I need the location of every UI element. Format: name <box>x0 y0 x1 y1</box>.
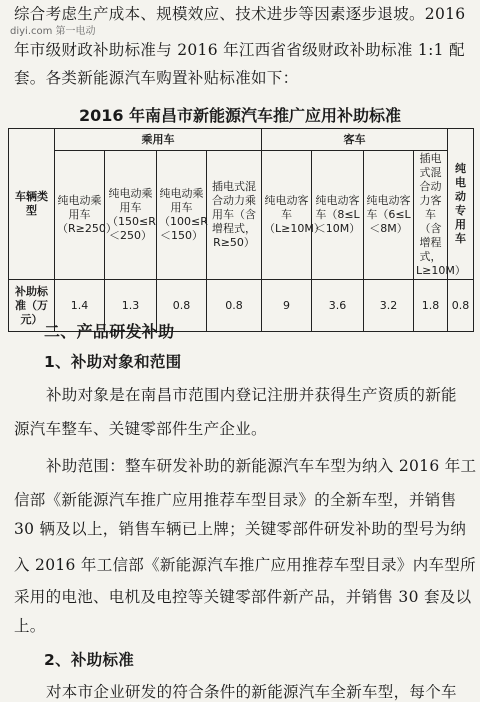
table-cell: 1.4 <box>55 280 105 332</box>
column-header: 纯电动乘用车（100≤R＜150） <box>157 151 207 280</box>
table-cell: 0.8 <box>448 280 474 332</box>
subsection-heading-1: 1、补助对象和范围 <box>44 353 182 371</box>
table-cell: 0.8 <box>207 280 262 332</box>
watermark: diyi.com 第一电动 <box>10 26 96 37</box>
paragraph-line: 补助范围：整车研发补助的新能源汽车车型为纳入 2016 年工 <box>46 457 477 475</box>
column-header: 插电式混合动力客车（含增程式，L≥10M） <box>414 151 448 280</box>
table-title: 2016 年南昌市新能源汽车推广应用补助标准 <box>78 106 402 125</box>
column-header: 纯电动乘用车（R≥250） <box>55 151 105 280</box>
paragraph-line: 源汽车整车、关键零部件生产企业。 <box>14 420 267 438</box>
table-cell: 9 <box>262 280 312 332</box>
table-cell: 0.8 <box>157 280 207 332</box>
column-header: 插电式混合动力乘用车（含增程式，R≥50） <box>207 151 262 280</box>
table-cell: 3.2 <box>364 280 414 332</box>
column-header: 纯电动客车（L≥10M） <box>262 151 312 280</box>
subsection-heading-2: 2、补助标准 <box>44 651 135 669</box>
paragraph-line: 采用的电池、电机及电控等关键零部件新产品，并销售 30 套及以 <box>14 588 472 606</box>
intro-line-3: 套。各类新能源汽车购置补贴标准如下： <box>14 69 299 87</box>
paragraph-line: 信部《新能源汽车推广应用推荐车型目录》的全新车型，并销售 <box>14 491 457 509</box>
table-cell: 3.6 <box>312 280 364 332</box>
column-header: 纯电动乘用车（150≤R＜250） <box>105 151 157 280</box>
header-group-passenger: 乘用车 <box>55 129 262 151</box>
paragraph-line: 30 辆及以上，销售车辆已上牌；关键零部件研发补助的型号为纳 <box>14 520 467 538</box>
paragraph-line: 入 2016 年工信部《新能源汽车推广应用推荐车型目录》内车型所 <box>14 556 476 574</box>
paragraph-line: 上。 <box>14 617 46 635</box>
column-header: 纯电动客车（8≤L＜10M） <box>312 151 364 280</box>
intro-line-1: 综合考虑生产成本、规模效应、技术进步等因素逐步退坡。2016 <box>14 5 466 23</box>
section-heading: 二、产品研发补助 <box>44 322 175 341</box>
header-special-vehicle: 纯电动专用车 <box>448 129 474 280</box>
header-vehicle-type: 车辆类型 <box>9 129 55 280</box>
paragraph-line: 对本市企业研发的符合条件的新能源汽车全新车型，每个车 <box>46 683 457 701</box>
paragraph-line: 补助对象是在南昌市范围内登记注册并获得生产资质的新能 <box>46 386 457 404</box>
row-label-subsidy: 补助标准（万元） <box>9 280 55 332</box>
table-cell: 1.3 <box>105 280 157 332</box>
column-header: 纯电动客车（6≤L＜8M） <box>364 151 414 280</box>
intro-line-2: 年市级财政补助标准与 2016 年江西省省级财政补助标准 1:1 配 <box>14 41 465 59</box>
header-group-bus: 客车 <box>262 129 448 151</box>
subsidy-table <box>8 128 474 332</box>
table-cell: 1.8 <box>414 280 448 332</box>
